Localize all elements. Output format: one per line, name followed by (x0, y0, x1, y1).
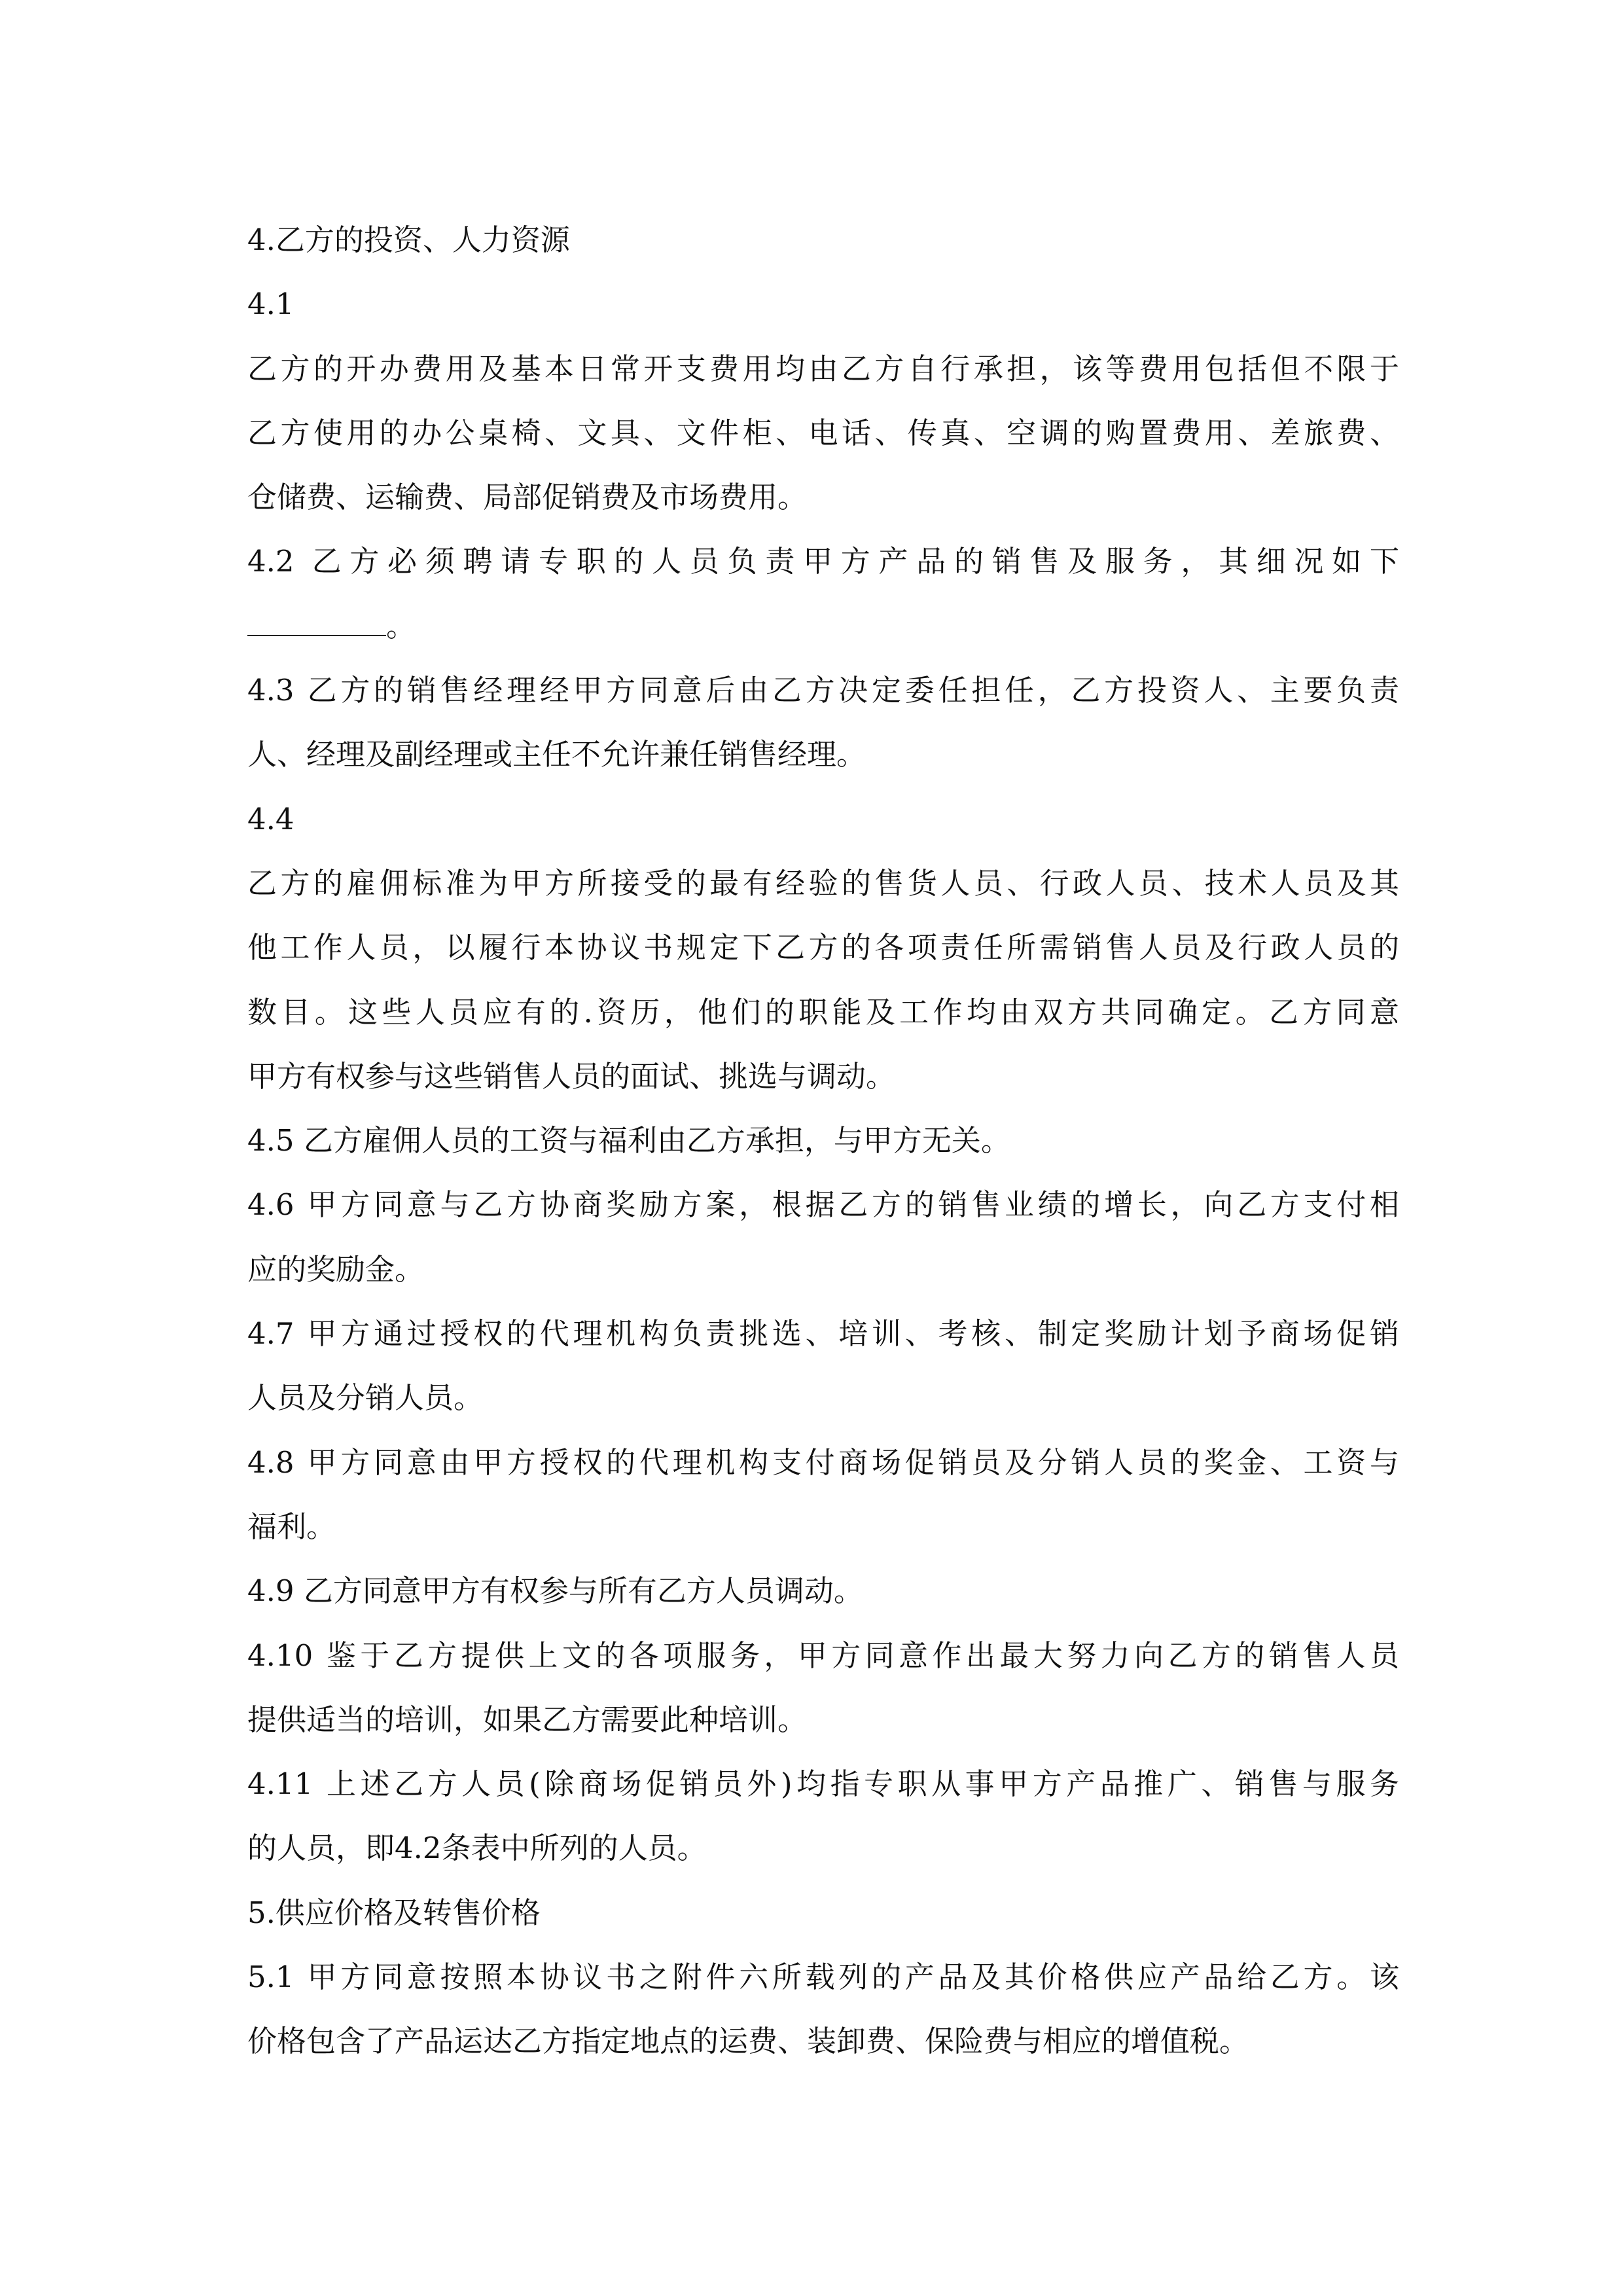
clause-4-6-line-1: 4.6 甲方同意与乙方协商奖励方案，根据乙方的销售业绩的增长，向乙方支付相 (247, 1187, 1399, 1223)
clause-4-8-line-1: 4.8 甲方同意由甲方授权的代理机构支付商场促销员及分销人员的奖金、工资与 (247, 1444, 1399, 1480)
clause-number-4-1: 4.1 (247, 287, 294, 322)
fill-in-blank (247, 610, 386, 636)
clause-4-3-line-1: 4.3 乙方的销售经理经甲方同意后由乙方决定委任担任，乙方投资人、主要负责 (247, 673, 1399, 708)
clause-4-4-line-1: 乙方的雇佣标准为甲方所接受的最有经验的售货人员、行政人员、技术人员及其 (247, 865, 1399, 901)
clause-number-4-4: 4.4 (247, 801, 294, 836)
section-heading-5: 5.供应价格及转售价格 (247, 1895, 541, 1930)
clause-4-1-line-3: 仓储费、运输费、局部促销费及市场费用。 (247, 480, 808, 515)
clause-4-3-line-2: 人、经理及副经理或主任不允许兼任销售经理。 (247, 737, 866, 772)
clause-4-8-line-2: 福利。 (247, 1509, 336, 1544)
clause-4-10-line-1: 4.10 鉴于乙方提供上文的各项服务，甲方同意作出最大努力向乙方的销售人员 (247, 1638, 1399, 1673)
clause-4-9: 4.9 乙方同意甲方有权参与所有乙方人员调动。 (247, 1573, 863, 1609)
clause-5-1-line-2: 价格包含了产品运达乙方指定地点的运费、装卸费、保险费与相应的增值税。 (247, 2024, 1249, 2059)
clause-4-4-line-3: 数目。这些人员应有的.资历，他们的职能及工作均由双方共同确定。乙方同意 (247, 994, 1399, 1030)
clause-4-2-period: 。 (386, 608, 416, 643)
clause-4-6-line-2: 应的奖励金。 (247, 1251, 425, 1287)
clause-4-11-line-1: 4.11 上述乙方人员(除商场促销员外)均指专职从事甲方产品推广、销售与服务 (247, 1767, 1399, 1802)
clause-5-1-line-1: 5.1 甲方同意按照本协议书之附件六所载列的产品及其价格供应产品给乙方。该 (247, 1960, 1399, 1995)
clause-4-4-line-2: 他工作人员，以履行本协议书规定下乙方的各项责任所需销售人员及行政人员的 (247, 930, 1399, 965)
clause-4-7-line-1: 4.7 甲方通过授权的代理机构负责挑选、培训、考核、制定奖励计划予商场促销 (247, 1316, 1399, 1352)
clause-4-11-line-2: 的人员，即4.2条表中所列的人员。 (247, 1831, 707, 1866)
clause-4-5: 4.5 乙方雇佣人员的工资与福利由乙方承担，与甲方无关。 (247, 1123, 1010, 1158)
section-heading-4: 4.乙方的投资、人力资源 (247, 223, 570, 257)
clause-4-4-line-4: 甲方有权参与这些销售人员的面试、挑选与调动。 (247, 1058, 896, 1094)
clause-4-1-line-2: 乙方使用的办公桌椅、文具、文件柜、电话、传真、空调的购置费用、差旅费、 (247, 415, 1399, 450)
document-body (247, 208, 1399, 2074)
clause-4-2-line-1: 4.2 乙方必须聘请专职的人员负责甲方产品的销售及服务，其细况如下 (247, 544, 1399, 579)
clause-4-7-line-2: 人员及分销人员。 (247, 1380, 484, 1416)
clause-4-1-line-1: 乙方的开办费用及基本日常开支费用均由乙方自行承担，该等费用包括但不限于 (247, 351, 1399, 386)
clause-4-10-line-2: 提供适当的培训，如果乙方需要此种培训。 (247, 1702, 808, 1737)
clause-4-2-line-2 (247, 594, 1399, 658)
